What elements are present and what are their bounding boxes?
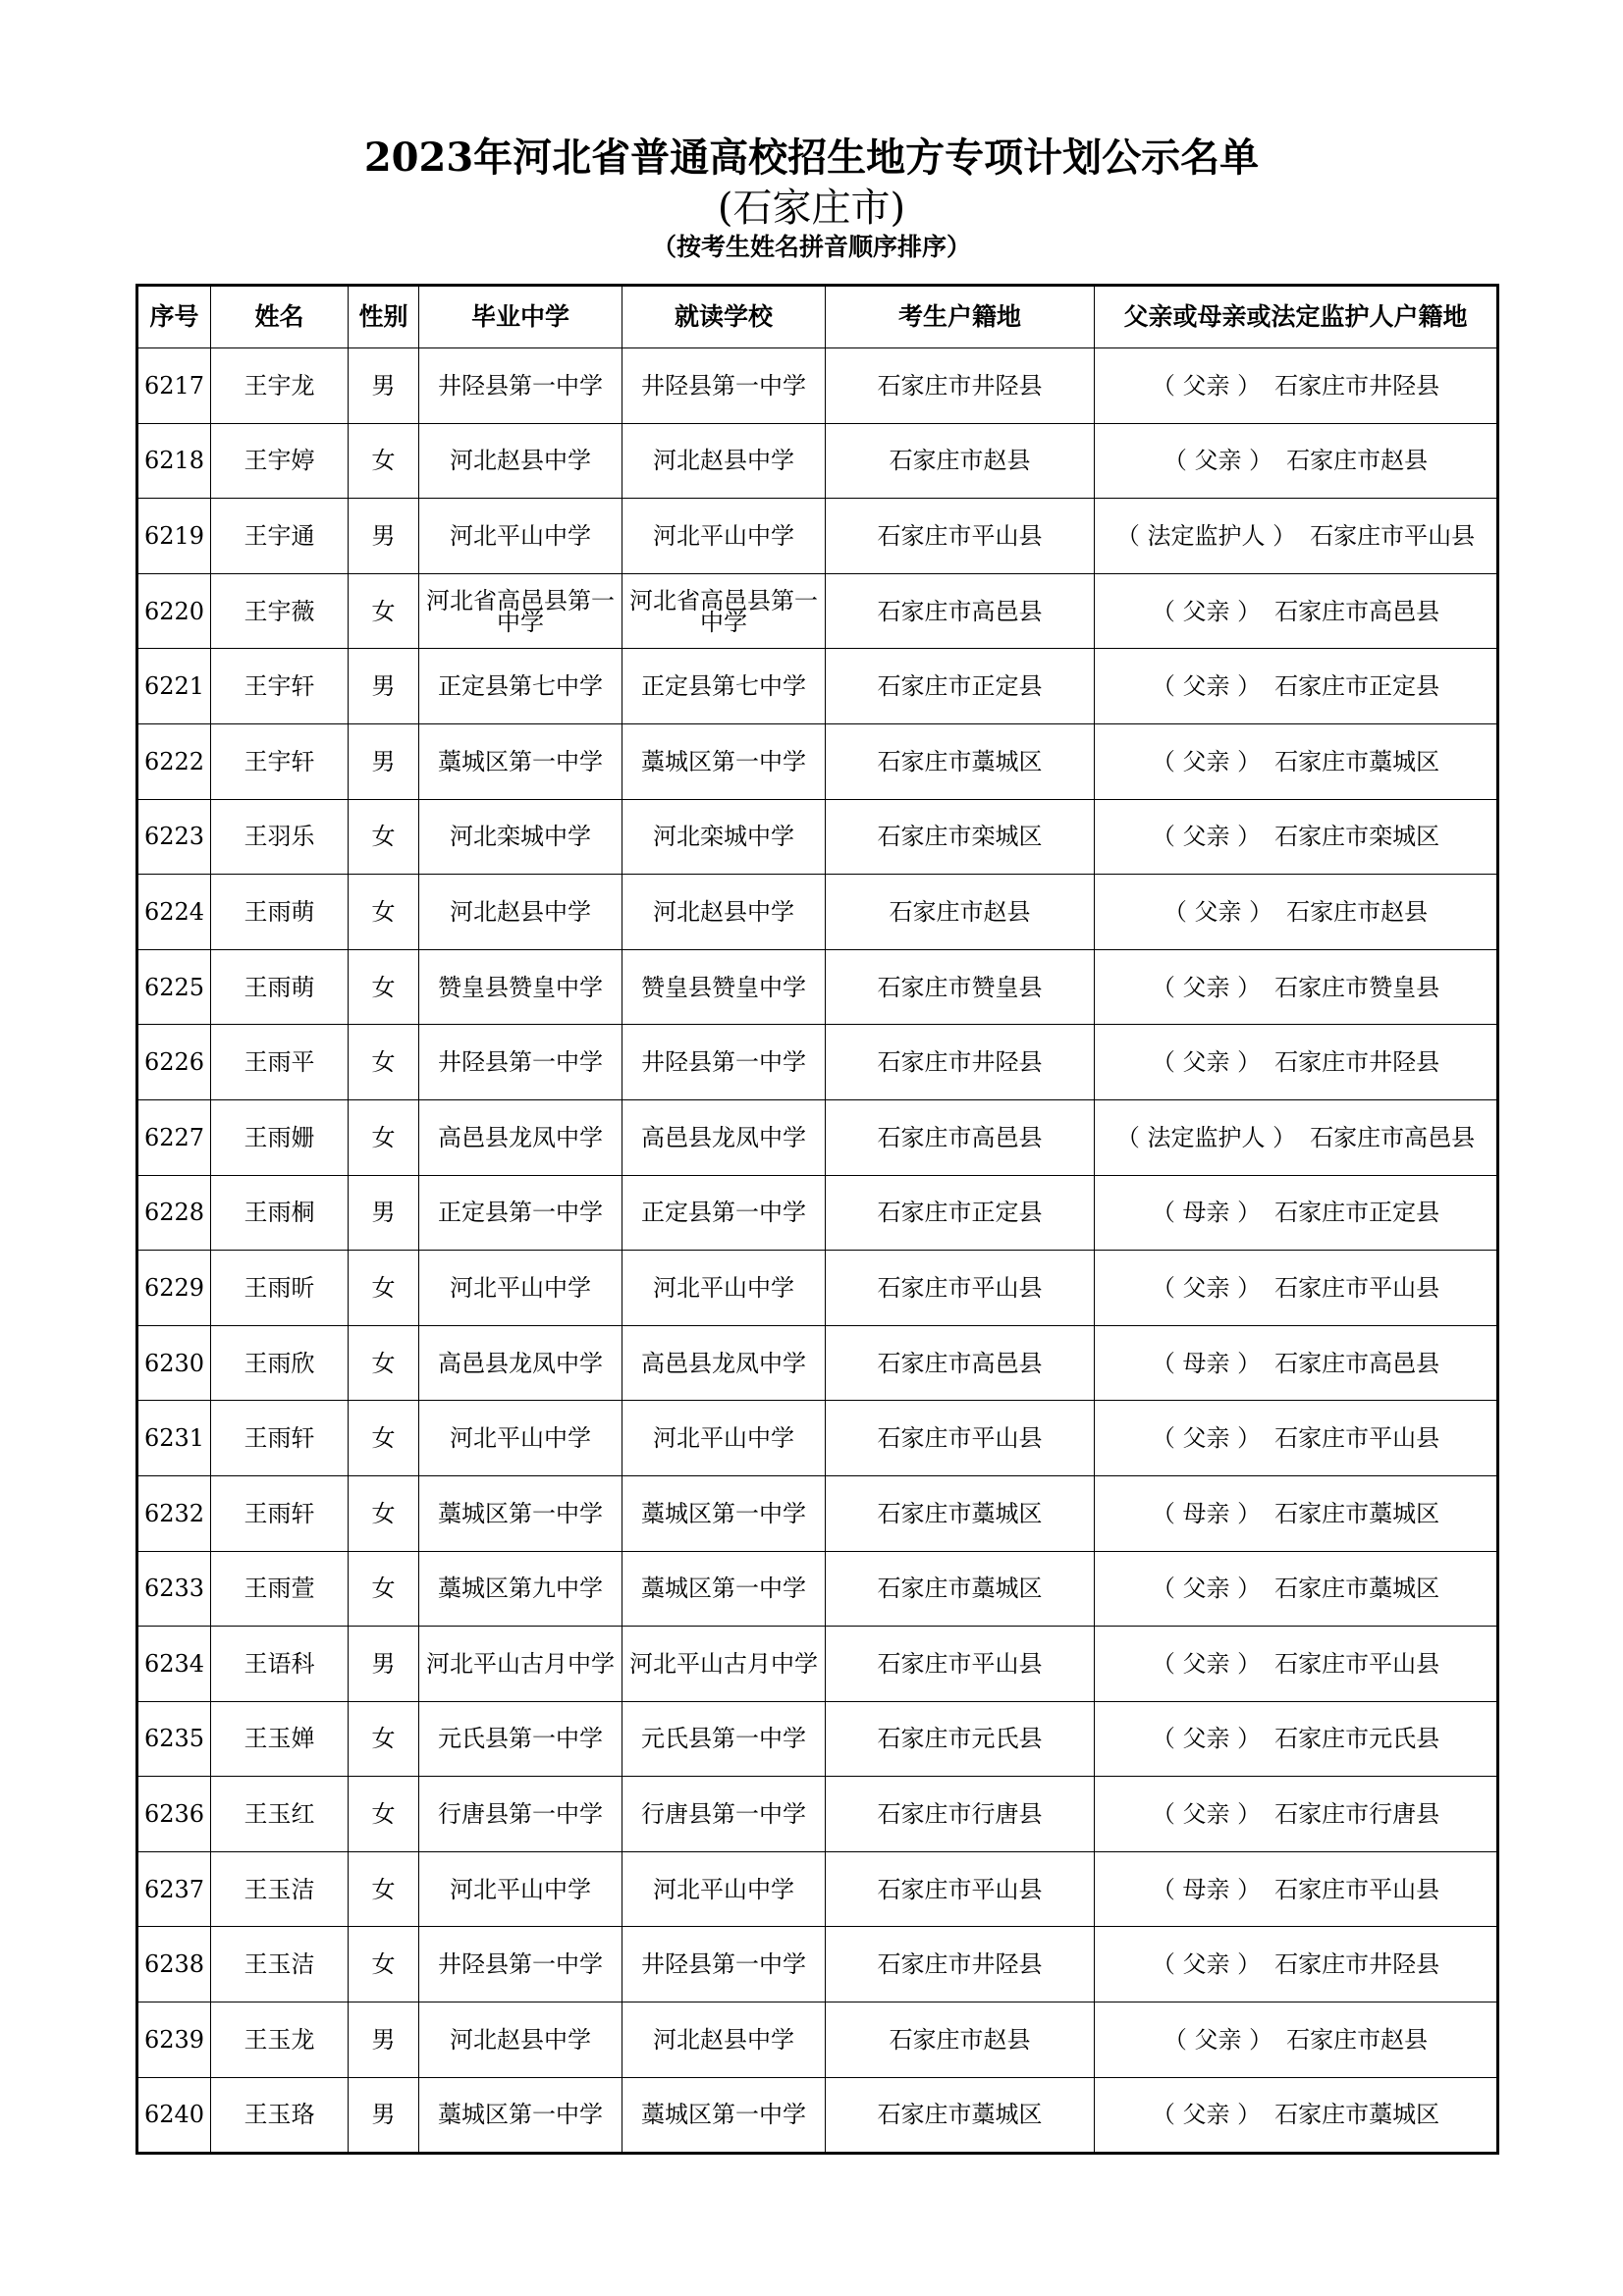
cell-guardian-registration xyxy=(1095,1551,1498,1627)
guardian-place: 石家庄市元氏县 xyxy=(1274,1725,1440,1753)
guardian-place: 石家庄市平山县 xyxy=(1274,1273,1440,1302)
table-row xyxy=(137,1251,1498,1326)
cell-registration: 石家庄市平山县 xyxy=(826,1401,1095,1476)
guardian-place: 石家庄市平山县 xyxy=(1274,1649,1440,1678)
cell-registration: 石家庄市藁城区 xyxy=(826,1475,1095,1551)
guardian-place: 石家庄市正定县 xyxy=(1274,672,1440,701)
cell-registration: 石家庄市行唐县 xyxy=(826,1777,1095,1852)
guardian-place: 石家庄市平山县 xyxy=(1310,521,1476,550)
guardian-relation: （ 法定监护人 ） xyxy=(1115,1123,1297,1151)
cell-registration: 石家庄市藁城区 xyxy=(826,1551,1095,1627)
guardian-relation: （ 父亲 ） xyxy=(1163,2025,1273,2054)
cell-graduated-school: 河北平山中学 xyxy=(419,1401,622,1476)
cell-name: 王玉红 xyxy=(211,1777,349,1852)
col-header-current-school: 就读学校 xyxy=(622,286,826,348)
table-header-row xyxy=(137,286,1498,348)
table-row xyxy=(137,723,1498,799)
table-row xyxy=(137,423,1498,499)
guardian-place: 石家庄市藁城区 xyxy=(1274,1575,1440,1603)
cell-current-school: 河北平山中学 xyxy=(622,1401,826,1476)
guardian-place: 石家庄市藁城区 xyxy=(1274,1499,1440,1527)
cell-current-school: 藁城区第一中学 xyxy=(622,723,826,799)
cell-gender: 女 xyxy=(349,799,419,875)
cell-graduated-school: 藁城区第九中学 xyxy=(419,1551,622,1627)
cell-registration: 石家庄市平山县 xyxy=(826,1251,1095,1326)
cell-registration: 石家庄市井陉县 xyxy=(826,1927,1095,2002)
cell-gender: 男 xyxy=(349,723,419,799)
cell-guardian-registration xyxy=(1095,1251,1498,1326)
table-row xyxy=(137,1475,1498,1551)
guardian-place: 石家庄市赵县 xyxy=(1286,2025,1429,2054)
page-title: 2023年河北省普通高校招生地方专项计划公示名单 xyxy=(363,134,1260,181)
cell-graduated-school: 河北平山中学 xyxy=(419,499,622,574)
cell-current-school: 河北栾城中学 xyxy=(622,799,826,875)
cell-no: 6238 xyxy=(137,1927,211,2002)
cell-gender: 女 xyxy=(349,1475,419,1551)
cell-registration: 石家庄市元氏县 xyxy=(826,1701,1095,1777)
cell-current-school: 元氏县第一中学 xyxy=(622,1701,826,1777)
cell-guardian-registration xyxy=(1095,2077,1498,2154)
guardian-relation: （ 父亲 ） xyxy=(1163,447,1273,475)
table-row xyxy=(137,499,1498,574)
cell-no: 6222 xyxy=(137,723,211,799)
cell-current-school: 赞皇县赞皇中学 xyxy=(622,949,826,1025)
cell-graduated-school: 河北赵县中学 xyxy=(419,423,622,499)
cell-registration: 石家庄市赵县 xyxy=(826,423,1095,499)
cell-graduated-school: 河北平山中学 xyxy=(419,1851,622,1927)
cell-current-school: 河北赵县中学 xyxy=(622,2002,826,2078)
cell-registration: 石家庄市正定县 xyxy=(826,649,1095,724)
guardian-relation: （ 父亲 ） xyxy=(1151,747,1262,775)
guardian-relation: （ 母亲 ） xyxy=(1151,1199,1262,1227)
cell-graduated-school: 藁城区第一中学 xyxy=(419,1475,622,1551)
cell-graduated-school: 正定县第七中学 xyxy=(419,649,622,724)
guardian-relation: （ 父亲 ） xyxy=(1151,1048,1262,1077)
cell-guardian-registration xyxy=(1095,875,1498,950)
guardian-place: 石家庄市井陉县 xyxy=(1274,1950,1440,1979)
guardian-relation: （ 法定监护人 ） xyxy=(1115,521,1297,550)
cell-no: 6240 xyxy=(137,2077,211,2154)
guardian-place: 石家庄市赵县 xyxy=(1286,897,1429,926)
cell-gender: 男 xyxy=(349,1175,419,1251)
table-row xyxy=(137,1777,1498,1852)
guardian-place: 石家庄市藁城区 xyxy=(1274,747,1440,775)
cell-registration: 石家庄市栾城区 xyxy=(826,799,1095,875)
cell-no: 6230 xyxy=(137,1325,211,1401)
cell-gender: 女 xyxy=(349,1325,419,1401)
table-row xyxy=(137,573,1498,649)
cell-registration: 石家庄市井陉县 xyxy=(826,348,1095,424)
cell-name: 王玉龙 xyxy=(211,2002,349,2078)
cell-graduated-school: 藁城区第一中学 xyxy=(419,2077,622,2154)
table-row xyxy=(137,1701,1498,1777)
cell-no: 6231 xyxy=(137,1401,211,1476)
cell-graduated-school: 河北平山古月中学 xyxy=(419,1627,622,1702)
cell-registration: 石家庄市井陉县 xyxy=(826,1025,1095,1100)
cell-name: 王宇龙 xyxy=(211,348,349,424)
cell-guardian-registration xyxy=(1095,1851,1498,1927)
cell-graduated-school: 河北栾城中学 xyxy=(419,799,622,875)
cell-registration: 石家庄市平山县 xyxy=(826,1851,1095,1927)
cell-current-school: 井陉县第一中学 xyxy=(622,348,826,424)
cell-current-school: 河北平山中学 xyxy=(622,499,826,574)
cell-graduated-school: 河北省高邑县第一中学 xyxy=(419,573,622,649)
cell-name: 王雨桐 xyxy=(211,1175,349,1251)
table-row xyxy=(137,2002,1498,2078)
guardian-place: 石家庄市井陉县 xyxy=(1274,371,1440,400)
table-row xyxy=(137,1851,1498,1927)
cell-name: 王宇薇 xyxy=(211,573,349,649)
table-row xyxy=(137,1551,1498,1627)
cell-guardian-registration xyxy=(1095,1325,1498,1401)
table-row xyxy=(137,1627,1498,1702)
cell-current-school: 藁城区第一中学 xyxy=(622,1551,826,1627)
guardian-relation: （ 父亲 ） xyxy=(1151,1725,1262,1753)
cell-guardian-registration xyxy=(1095,1777,1498,1852)
cell-name: 王雨姗 xyxy=(211,1099,349,1175)
guardian-relation: （ 父亲 ） xyxy=(1151,2101,1262,2129)
cell-registration: 石家庄市平山县 xyxy=(826,499,1095,574)
cell-name: 王雨萌 xyxy=(211,949,349,1025)
cell-guardian-registration xyxy=(1095,1025,1498,1100)
guardian-place: 石家庄市平山县 xyxy=(1274,1875,1440,1903)
cell-name: 王语科 xyxy=(211,1627,349,1702)
cell-graduated-school: 高邑县龙凤中学 xyxy=(419,1099,622,1175)
cell-guardian-registration xyxy=(1095,1099,1498,1175)
cell-name: 王宇轩 xyxy=(211,723,349,799)
col-header-name: 姓名 xyxy=(211,286,349,348)
cell-guardian-registration xyxy=(1095,723,1498,799)
guardian-relation: （ 父亲 ） xyxy=(1151,597,1262,625)
table-row xyxy=(137,2077,1498,2154)
cell-registration: 石家庄市高邑县 xyxy=(826,1325,1095,1401)
table-row xyxy=(137,1401,1498,1476)
cell-current-school: 行唐县第一中学 xyxy=(622,1777,826,1852)
cell-gender: 男 xyxy=(349,2077,419,2154)
guardian-relation: （ 父亲 ） xyxy=(1151,672,1262,701)
cell-current-school: 河北赵县中学 xyxy=(622,875,826,950)
cell-gender: 女 xyxy=(349,573,419,649)
cell-gender: 男 xyxy=(349,649,419,724)
cell-name: 王宇婷 xyxy=(211,423,349,499)
cell-gender: 女 xyxy=(349,1927,419,2002)
cell-current-school: 藁城区第一中学 xyxy=(622,1475,826,1551)
cell-name: 王玉洁 xyxy=(211,1851,349,1927)
cell-no: 6218 xyxy=(137,423,211,499)
cell-guardian-registration xyxy=(1095,423,1498,499)
cell-current-school: 高邑县龙凤中学 xyxy=(622,1325,826,1401)
cell-gender: 女 xyxy=(349,1777,419,1852)
guardian-place: 石家庄市赞皇县 xyxy=(1274,973,1440,1001)
cell-registration: 石家庄市赵县 xyxy=(826,875,1095,950)
guardian-place: 石家庄市正定县 xyxy=(1274,1199,1440,1227)
cell-gender: 男 xyxy=(349,1627,419,1702)
cell-no: 6227 xyxy=(137,1099,211,1175)
table-row xyxy=(137,1325,1498,1401)
cell-name: 王雨轩 xyxy=(211,1401,349,1476)
cell-graduated-school: 正定县第一中学 xyxy=(419,1175,622,1251)
cell-no: 6236 xyxy=(137,1777,211,1852)
cell-gender: 女 xyxy=(349,1851,419,1927)
cell-no: 6219 xyxy=(137,499,211,574)
col-header-no: 序号 xyxy=(137,286,211,348)
cell-current-school: 河北平山中学 xyxy=(622,1851,826,1927)
cell-name: 王玉珞 xyxy=(211,2077,349,2154)
cell-no: 6235 xyxy=(137,1701,211,1777)
cell-graduated-school: 高邑县龙凤中学 xyxy=(419,1325,622,1401)
cell-no: 6233 xyxy=(137,1551,211,1627)
cell-name: 王雨昕 xyxy=(211,1251,349,1326)
cell-gender: 女 xyxy=(349,1099,419,1175)
cell-no: 6228 xyxy=(137,1175,211,1251)
table-row xyxy=(137,949,1498,1025)
cell-graduated-school: 元氏县第一中学 xyxy=(419,1701,622,1777)
cell-graduated-school: 藁城区第一中学 xyxy=(419,723,622,799)
cell-no: 6217 xyxy=(137,348,211,424)
sort-note: （按考生姓名拼音顺序排序） xyxy=(651,233,971,261)
cell-no: 6225 xyxy=(137,949,211,1025)
cell-graduated-school: 行唐县第一中学 xyxy=(419,1777,622,1852)
cell-no: 6237 xyxy=(137,1851,211,1927)
cell-no: 6220 xyxy=(137,573,211,649)
cell-no: 6229 xyxy=(137,1251,211,1326)
guardian-relation: （ 父亲 ） xyxy=(1163,897,1273,926)
guardian-relation: （ 父亲 ） xyxy=(1151,1424,1262,1453)
cell-registration: 石家庄市平山县 xyxy=(826,1627,1095,1702)
cell-guardian-registration xyxy=(1095,2002,1498,2078)
cell-registration: 石家庄市高邑县 xyxy=(826,1099,1095,1175)
cell-graduated-school: 河北赵县中学 xyxy=(419,875,622,950)
cell-gender: 女 xyxy=(349,949,419,1025)
guardian-relation: （ 父亲 ） xyxy=(1151,1950,1262,1979)
cell-graduated-school: 赞皇县赞皇中学 xyxy=(419,949,622,1025)
cell-graduated-school: 井陉县第一中学 xyxy=(419,1025,622,1100)
roster-table xyxy=(135,284,1499,2155)
guardian-relation: （ 父亲 ） xyxy=(1151,1575,1262,1603)
cell-no: 6239 xyxy=(137,2002,211,2078)
cell-guardian-registration xyxy=(1095,573,1498,649)
guardian-relation: （ 父亲 ） xyxy=(1151,1273,1262,1302)
table-row xyxy=(137,1927,1498,2002)
guardian-relation: （ 父亲 ） xyxy=(1151,1800,1262,1829)
cell-name: 王宇通 xyxy=(211,499,349,574)
cell-graduated-school: 河北平山中学 xyxy=(419,1251,622,1326)
city-subtitle: (石家庄市) xyxy=(717,186,906,231)
guardian-relation: （ 父亲 ） xyxy=(1151,823,1262,851)
guardian-place: 石家庄市高邑县 xyxy=(1310,1123,1476,1151)
cell-gender: 男 xyxy=(349,348,419,424)
col-header-gender: 性别 xyxy=(349,286,419,348)
cell-no: 6226 xyxy=(137,1025,211,1100)
table-row xyxy=(137,1025,1498,1100)
cell-gender: 男 xyxy=(349,2002,419,2078)
guardian-relation: （ 母亲 ） xyxy=(1151,1875,1262,1903)
table-row xyxy=(137,649,1498,724)
cell-guardian-registration xyxy=(1095,1475,1498,1551)
cell-graduated-school: 河北赵县中学 xyxy=(419,2002,622,2078)
cell-current-school: 河北省高邑县第一中学 xyxy=(622,573,826,649)
cell-current-school: 高邑县龙凤中学 xyxy=(622,1099,826,1175)
cell-name: 王羽乐 xyxy=(211,799,349,875)
cell-name: 王雨萌 xyxy=(211,875,349,950)
guardian-relation: （ 父亲 ） xyxy=(1151,973,1262,1001)
cell-registration: 石家庄市正定县 xyxy=(826,1175,1095,1251)
cell-gender: 女 xyxy=(349,423,419,499)
cell-guardian-registration xyxy=(1095,348,1498,424)
cell-name: 王雨萱 xyxy=(211,1551,349,1627)
cell-current-school: 河北平山中学 xyxy=(622,1251,826,1326)
guardian-place: 石家庄市藁城区 xyxy=(1274,2101,1440,2129)
guardian-relation: （ 母亲 ） xyxy=(1151,1499,1262,1527)
cell-no: 6234 xyxy=(137,1627,211,1702)
cell-gender: 女 xyxy=(349,1025,419,1100)
cell-registration: 石家庄市藁城区 xyxy=(826,723,1095,799)
cell-registration: 石家庄市赵县 xyxy=(826,2002,1095,2078)
cell-current-school: 藁城区第一中学 xyxy=(622,2077,826,2154)
cell-guardian-registration xyxy=(1095,799,1498,875)
guardian-place: 石家庄市赵县 xyxy=(1286,447,1429,475)
guardian-relation: （ 父亲 ） xyxy=(1151,371,1262,400)
cell-registration: 石家庄市赞皇县 xyxy=(826,949,1095,1025)
table-row xyxy=(137,875,1498,950)
cell-current-school: 河北赵县中学 xyxy=(622,423,826,499)
guardian-relation: （ 父亲 ） xyxy=(1151,1649,1262,1678)
cell-gender: 女 xyxy=(349,1701,419,1777)
cell-gender: 女 xyxy=(349,875,419,950)
table-row xyxy=(137,1175,1498,1251)
guardian-place: 石家庄市高邑县 xyxy=(1274,597,1440,625)
cell-graduated-school: 井陉县第一中学 xyxy=(419,1927,622,2002)
cell-guardian-registration xyxy=(1095,499,1498,574)
guardian-place: 石家庄市高邑县 xyxy=(1274,1349,1440,1377)
cell-guardian-registration xyxy=(1095,1701,1498,1777)
cell-name: 王雨轩 xyxy=(211,1475,349,1551)
col-header-guardian-registration: 父亲或母亲或法定监护人户籍地 xyxy=(1095,286,1498,348)
guardian-place: 石家庄市井陉县 xyxy=(1274,1048,1440,1077)
cell-registration: 石家庄市藁城区 xyxy=(826,2077,1095,2154)
cell-current-school: 河北平山古月中学 xyxy=(622,1627,826,1702)
guardian-place: 石家庄市平山县 xyxy=(1274,1424,1440,1453)
table-row xyxy=(137,799,1498,875)
cell-gender: 女 xyxy=(349,1401,419,1476)
cell-current-school: 井陉县第一中学 xyxy=(622,1025,826,1100)
cell-current-school: 正定县第七中学 xyxy=(622,649,826,724)
cell-name: 王玉婵 xyxy=(211,1701,349,1777)
cell-guardian-registration xyxy=(1095,1627,1498,1702)
cell-name: 王雨平 xyxy=(211,1025,349,1100)
cell-guardian-registration xyxy=(1095,1175,1498,1251)
guardian-place: 石家庄市栾城区 xyxy=(1274,823,1440,851)
cell-gender: 女 xyxy=(349,1251,419,1326)
guardian-place: 石家庄市行唐县 xyxy=(1274,1800,1440,1829)
col-header-graduated-school: 毕业中学 xyxy=(419,286,622,348)
cell-current-school: 正定县第一中学 xyxy=(622,1175,826,1251)
cell-guardian-registration xyxy=(1095,1401,1498,1476)
cell-current-school: 井陉县第一中学 xyxy=(622,1927,826,2002)
table-row xyxy=(137,348,1498,424)
table-row xyxy=(137,1099,1498,1175)
cell-guardian-registration xyxy=(1095,1927,1498,2002)
col-header-registration: 考生户籍地 xyxy=(826,286,1095,348)
cell-gender: 女 xyxy=(349,1551,419,1627)
cell-guardian-registration xyxy=(1095,949,1498,1025)
cell-no: 6232 xyxy=(137,1475,211,1551)
cell-guardian-registration xyxy=(1095,649,1498,724)
cell-name: 王宇轩 xyxy=(211,649,349,724)
cell-name: 王雨欣 xyxy=(211,1325,349,1401)
cell-no: 6224 xyxy=(137,875,211,950)
cell-registration: 石家庄市高邑县 xyxy=(826,573,1095,649)
guardian-relation: （ 母亲 ） xyxy=(1151,1349,1262,1377)
cell-name: 王玉洁 xyxy=(211,1927,349,2002)
cell-no: 6221 xyxy=(137,649,211,724)
cell-graduated-school: 井陉县第一中学 xyxy=(419,348,622,424)
cell-no: 6223 xyxy=(137,799,211,875)
cell-gender: 男 xyxy=(349,499,419,574)
